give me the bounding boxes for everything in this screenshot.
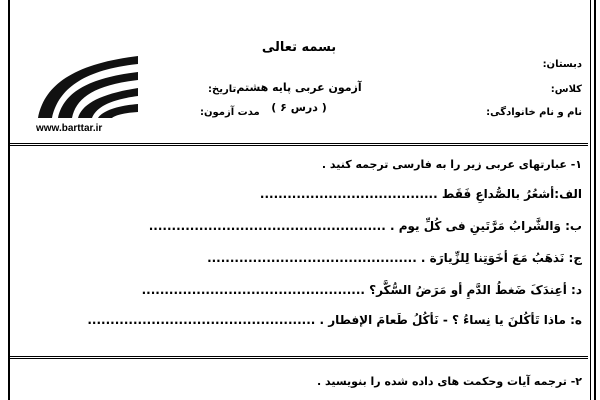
- right-inner-border: [590, 0, 591, 400]
- question-1-item-b: ب: وَالشَّرابُ مَرَّتَینِ فی کُلِّ یوم . ....................................................: [148, 219, 582, 233]
- lesson-label: ( درس ۶ ): [271, 101, 327, 114]
- duration-field-label: مدت آزمون:: [200, 107, 260, 118]
- exam-header: [10, 0, 588, 145]
- question-1-text: ۱- عبارتهای عربی زیر را به فارسی ترجمه کنید .: [321, 158, 582, 171]
- question-1-item-c: ج: نَذهَبُ مَعَ أخَوَتِنا لِلزِّیارَة . ..............................................: [207, 251, 582, 265]
- class-field-label: کلاس:: [550, 84, 582, 95]
- question-1-item-a: الف:أشعُرُ بالصُّداعِ فَقَط .......................................: [259, 187, 582, 201]
- header-separator: [10, 143, 588, 146]
- date-field-label: تاریخ:: [208, 84, 237, 95]
- question-separator: [10, 356, 588, 359]
- exam-title: آزمون عربی پایه هشتم: [236, 81, 362, 94]
- name-field-label: نام و نام خانوادگی:: [486, 107, 582, 118]
- question-2-text: ۲- ترجمه آیات وحکمت های داده شده را بنویسید .: [317, 375, 582, 388]
- question-1-item-d: د: أعِندَکَ ضَغطُ الدَّمِ أو مَرَضُ السُّکَّر؟ .................................................: [141, 283, 582, 297]
- right-border: [594, 0, 596, 400]
- question-1-item-e: ه: ماذا تَأکُلنَ یا نِساءُ ؟ - نَأکُلُ طَعامَ الإفطار . ..................................................: [87, 313, 582, 327]
- page-title: بسمه تعالی: [261, 40, 337, 55]
- site-url: www.barttar.ir: [36, 123, 103, 134]
- barttar-logo-icon: [30, 52, 140, 120]
- school-field-label: دبستان:: [542, 59, 582, 70]
